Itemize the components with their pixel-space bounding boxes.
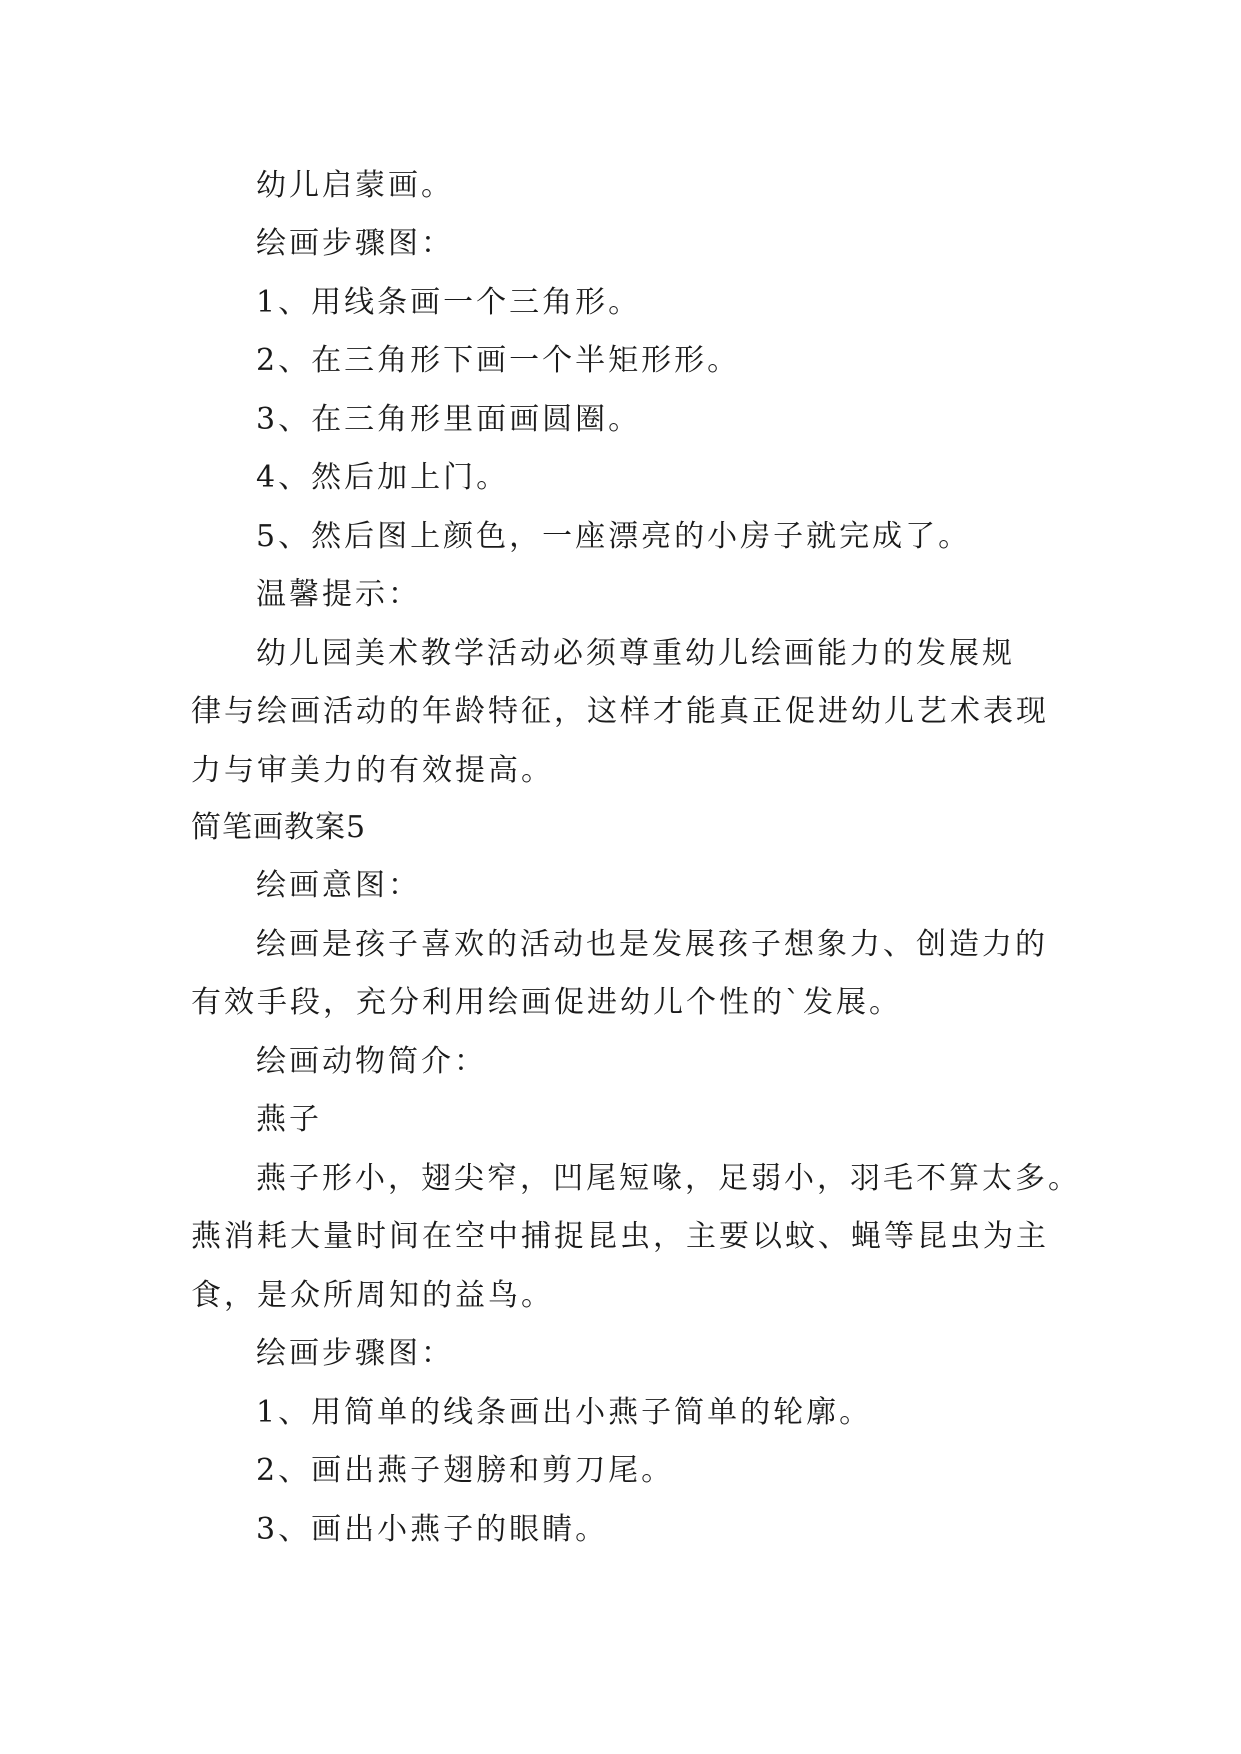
text-line: 律与绘画活动的年龄特征，这样才能真正促进幼儿艺术表现 [191, 694, 1049, 729]
text-line: 绘画意图： [256, 868, 421, 903]
text-line: 4、然后加上门。 [256, 460, 510, 495]
text-line: 燕消耗大量时间在空中捕捉昆虫，主要以蚊、蝇等昆虫为主 [191, 1219, 1049, 1254]
text-line: 1、用简单的线条画出小燕子简单的轮廓。 [256, 1395, 873, 1430]
text-line: 食，是众所周知的益鸟。 [191, 1278, 554, 1313]
section-heading: 简笔画教案5 [191, 810, 367, 845]
text-line: 幼儿园美术教学活动必须尊重幼儿绘画能力的发展规 [256, 636, 1015, 671]
text-line: 3、画出小燕子的眼睛。 [256, 1512, 609, 1547]
text-line: 5、然后图上颜色，一座漂亮的小房子就完成了。 [256, 519, 972, 554]
text-line: 绘画是孩子喜欢的活动也是发展孩子想象力、创造力的 [256, 927, 1048, 962]
text-line: 2、画出燕子翅膀和剪刀尾。 [256, 1453, 675, 1488]
text-line: 燕子 [256, 1102, 322, 1137]
text-line: 绘画步骤图： [256, 1336, 454, 1371]
text-line: 3、在三角形里面画圆圈。 [256, 402, 642, 437]
text-line: 1、用线条画一个三角形。 [256, 285, 642, 320]
text-line: 力与审美力的有效提高。 [191, 753, 554, 788]
text-line: 幼儿启蒙画。 [256, 168, 454, 203]
text-line: 2、在三角形下画一个半矩形形。 [256, 343, 741, 378]
text-line: 温馨提示： [256, 577, 421, 612]
text-line: 绘画步骤图： [256, 226, 454, 261]
text-line: 有效手段，充分利用绘画促进幼儿个性的`发展。 [191, 985, 902, 1020]
text-line: 绘画动物简介： [256, 1044, 487, 1079]
text-line: 燕子形小，翅尖窄，凹尾短喙，足弱小，羽毛不算太多。 [256, 1161, 1081, 1196]
